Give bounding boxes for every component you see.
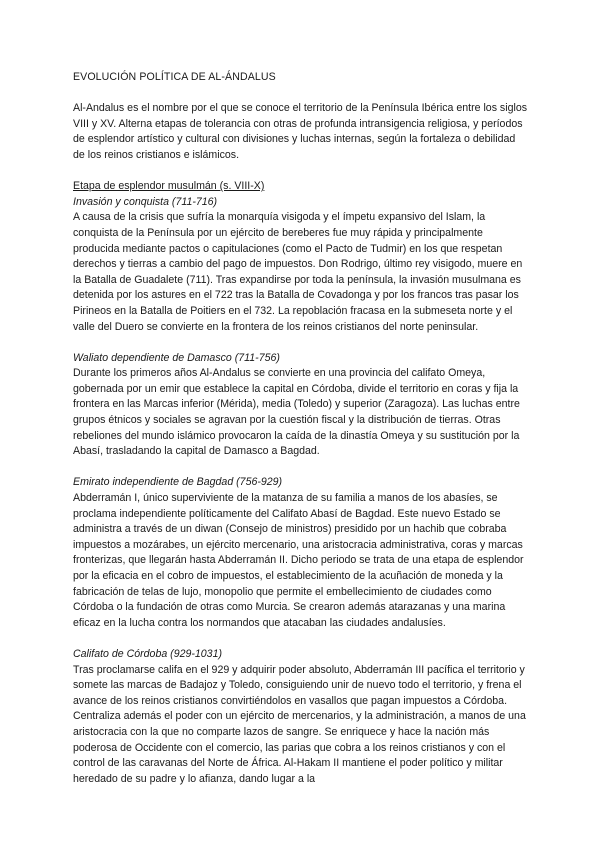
- subsection-body: A causa de la crisis que sufría la monarquía visigoda y el ímpetu expansivo del Islam, la conquista de la Península por un ejército de bereberes fue muy rápida y principalmente producida mediante pactos o capitulaciones (como el Pacto de Tudmir) en los que respetan derechos y tierras a cambio del pago de impuestos. Don Rodrigo, último rey visigodo, muere en la Batalla de Guadalete (711). Tras expandirse por toda la península, la invasión musulmana es detenida por los astures en el 722 tras la Batalla de Covadonga y por los francos tras pasar los Pirineos en la Batalla de Poitiers en el 732. La repoblación fracasa en la submeseta norte y el valle del Duero se convierte en la frontera de los reinos cristianos del norte peninsular.: [73, 211, 523, 333]
- intro-paragraph: Al-Andalus es el nombre por el que se conoce el territorio de la Península Ibérica entre los siglos VIII y XV. Alterna etapas de tolerancia con otras de profunda intransigencia religiosa, y períodos de esplendor artístico y cultural con divisiones y luchas internas, según la fortaleza o debilidad de los reinos cristianos e islámicos.: [73, 102, 528, 161]
- subsection-waliato: [73, 351, 528, 460]
- document-title: EVOLUCIÓN POLÍTICA DE AL-ÁNDALUS: [73, 71, 276, 83]
- subsection-heading: Emirato independiente de Bagdad (756-929): [73, 476, 283, 489]
- subsection-body: Tras proclamarse califa en el 929 y adquirir poder absoluto, Abderramán III pacífica el territorio y somete las marcas de Badajoz y Toledo, consiguiendo unir de nuevo todo el territorio, y frena el avance de los reinos cristianos convirtiéndolos en vasallos que pagan impuestos a Córdoba. Centraliza además el poder con un ejército de mercenarios, y la administración, a manos de una aristocracia con la que no comparte lazos de sangre. Se enriquece y hace la nación más poderosa de Occidente con el comercio, las parias que cobra a los reinos cristianos y con el control de las caravanas del Norte de África. Al-Hakam II mantiene el poder político y militar heredado de su padre y lo afianza, dando lugar a la: [73, 663, 526, 785]
- subsection-body: Abderramán I, único superviviente de la matanza de su familia a manos de los abasíes, se proclama independiente políticamente del Califato Abasí de Bagdad. Este nuevo Estado se administra a través de un diwan (Consejo de ministros) presidido por un hachib que cobraba impuestos a mozárabes, un ejército mercenario, una aristocracia administrativa, coras y marcas fronterizas, que llegarán hasta Abderramán II. Dicho periodo se trata de una etapa de esplendor por la eficacia en el cobro de impuestos, el establecimiento de la acuñación de moneda y la fabricación de telas de lujo, monopolio que permite el embellecimiento de ciudades como Córdoba o la fundación de otras como Murcia. Se crearon además atarazanas y una marina eficaz en la lucha contra los normandos que atacaban las ciudades andalusíes.: [73, 492, 524, 629]
- document-page: [73, 70, 528, 803]
- subsection-emirato: [73, 475, 528, 631]
- subsection-body: Durante los primeros años Al-Andalus se convierte en una provincia del califato Omeya, gobernada por un emir que establece la capital en Córdoba, divide el territorio en coras y fija la frontera en las Marcas inferior (Mérida), media (Toledo) y superior (Zaragoza). Las luchas entre grupos étnicos y sociales se agravan por la cuestión fiscal y la distribución de tierras. Otras rebeliones del mundo islámico provocaron la caída de la dinastía Omeya y su sustitución por la Abasí, trasladando la capital de Damasco a Bagdad.: [73, 367, 520, 458]
- subsection-heading: Waliato dependiente de Damasco (711-756): [73, 351, 280, 364]
- subsection-invasion: [73, 195, 528, 335]
- section-heading: Etapa de esplendor musulmán (s. VIII-X): [73, 180, 265, 193]
- subsection-heading: Califato de Córdoba (929-1031): [73, 647, 222, 660]
- subsection-heading: Invasión y conquista (711-716): [73, 195, 218, 208]
- subsection-califato: [73, 647, 528, 787]
